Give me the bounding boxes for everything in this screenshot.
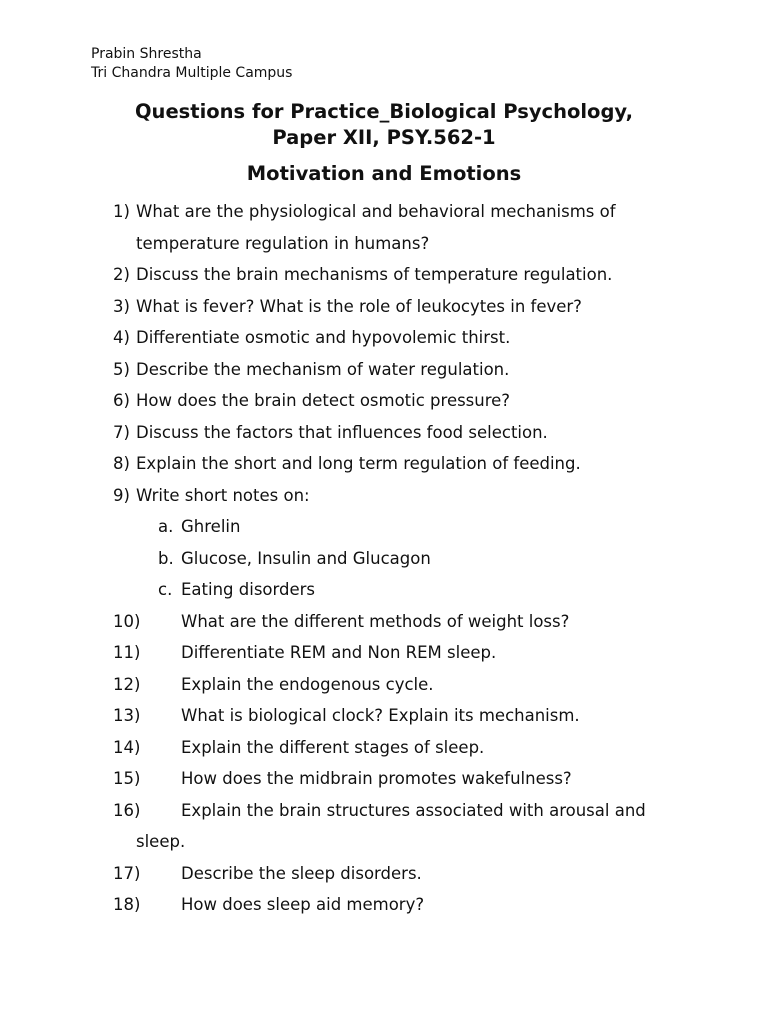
question-number: 3) [113, 296, 130, 316]
question-item [0, 322, 768, 354]
question-text: What are the different methods of weight loss? [181, 611, 570, 631]
question-number: 18) [113, 895, 141, 914]
question-item [0, 858, 768, 890]
sub-item [0, 511, 768, 543]
question-text: Explain the different stages of sleep. [181, 737, 485, 757]
question-number: 9) [113, 485, 130, 505]
question-item [0, 196, 768, 228]
question-text: Differentiate REM and Non REM sleep. [181, 643, 497, 662]
question-number: 15) [113, 769, 141, 788]
question-text: Explain the short and long term regulation of feeding. [136, 454, 581, 473]
question-item [0, 637, 768, 669]
question-text: How does the brain detect osmotic pressure? [136, 391, 511, 410]
question-continuation [0, 228, 768, 260]
question-number: 12) [113, 674, 141, 694]
question-item [0, 448, 768, 480]
question-item [0, 354, 768, 386]
question-number: 4) [113, 328, 130, 347]
sub-item [0, 543, 768, 575]
question-list [0, 196, 768, 921]
question-text: Discuss the brain mechanisms of temperature regulation. [136, 265, 613, 284]
sub-item-text: Glucose, Insulin and Glucagon [181, 548, 431, 568]
question-text-continued: sleep. [136, 832, 186, 851]
question-item [0, 417, 768, 449]
question-number: 5) [113, 359, 130, 379]
section-heading: Motivation and Emotions [246, 162, 522, 185]
document-title-line-1: Questions for Practice_Biological Psychology, [134, 100, 634, 123]
document-title-line-2: Paper XII, PSY.562-1 [272, 126, 496, 149]
sub-item-letter: c. [158, 580, 173, 599]
sub-item-letter: b. [158, 548, 174, 568]
question-text: Describe the sleep disorders. [181, 863, 422, 883]
question-number: 10) [113, 611, 141, 631]
question-number: 2) [113, 265, 130, 284]
question-text: How does sleep aid memory? [181, 895, 425, 914]
question-text: What is fever? What is the role of leukocytes in fever? [136, 296, 582, 316]
question-number: 11) [113, 643, 141, 662]
author-block [91, 45, 292, 83]
author-name: Prabin Shrestha [91, 46, 202, 62]
question-text: What are the physiological and behavioral mechanisms of [136, 202, 616, 221]
question-text: Differentiate osmotic and hypovolemic thirst. [136, 328, 511, 347]
question-number: 7) [113, 422, 130, 442]
question-text: Describe the mechanism of water regulation. [136, 359, 510, 379]
question-item [0, 669, 768, 701]
sub-item-text: Eating disorders [181, 580, 316, 599]
question-item [0, 732, 768, 764]
question-item [0, 606, 768, 638]
question-number: 13) [113, 706, 141, 725]
question-continuation [0, 826, 768, 858]
question-text: What is biological clock? Explain its mechanism. [181, 706, 580, 725]
sub-item-text: Ghrelin [181, 517, 241, 536]
question-item [0, 480, 768, 512]
question-number: 16) [113, 800, 141, 820]
question-text: Explain the brain structures associated with arousal and [181, 800, 646, 820]
question-item [0, 763, 768, 795]
question-item [0, 291, 768, 323]
question-item [0, 889, 768, 921]
question-text: Discuss the factors that influences food selection. [136, 422, 548, 442]
sub-item-letter: a. [158, 517, 174, 536]
question-item [0, 795, 768, 827]
question-number: 17) [113, 863, 141, 883]
sub-item [0, 574, 768, 606]
question-text: How does the midbrain promotes wakefulness? [181, 769, 572, 788]
question-number: 14) [113, 737, 141, 757]
question-item [0, 259, 768, 291]
question-text-continued: temperature regulation in humans? [136, 233, 430, 253]
question-number: 1) [113, 202, 130, 221]
question-text: Explain the endogenous cycle. [181, 674, 434, 694]
question-number: 8) [113, 454, 130, 473]
question-item [0, 385, 768, 417]
question-number: 6) [113, 391, 130, 410]
question-item [0, 700, 768, 732]
question-text: Write short notes on: [136, 485, 310, 505]
author-affiliation: Tri Chandra Multiple Campus [91, 65, 293, 81]
